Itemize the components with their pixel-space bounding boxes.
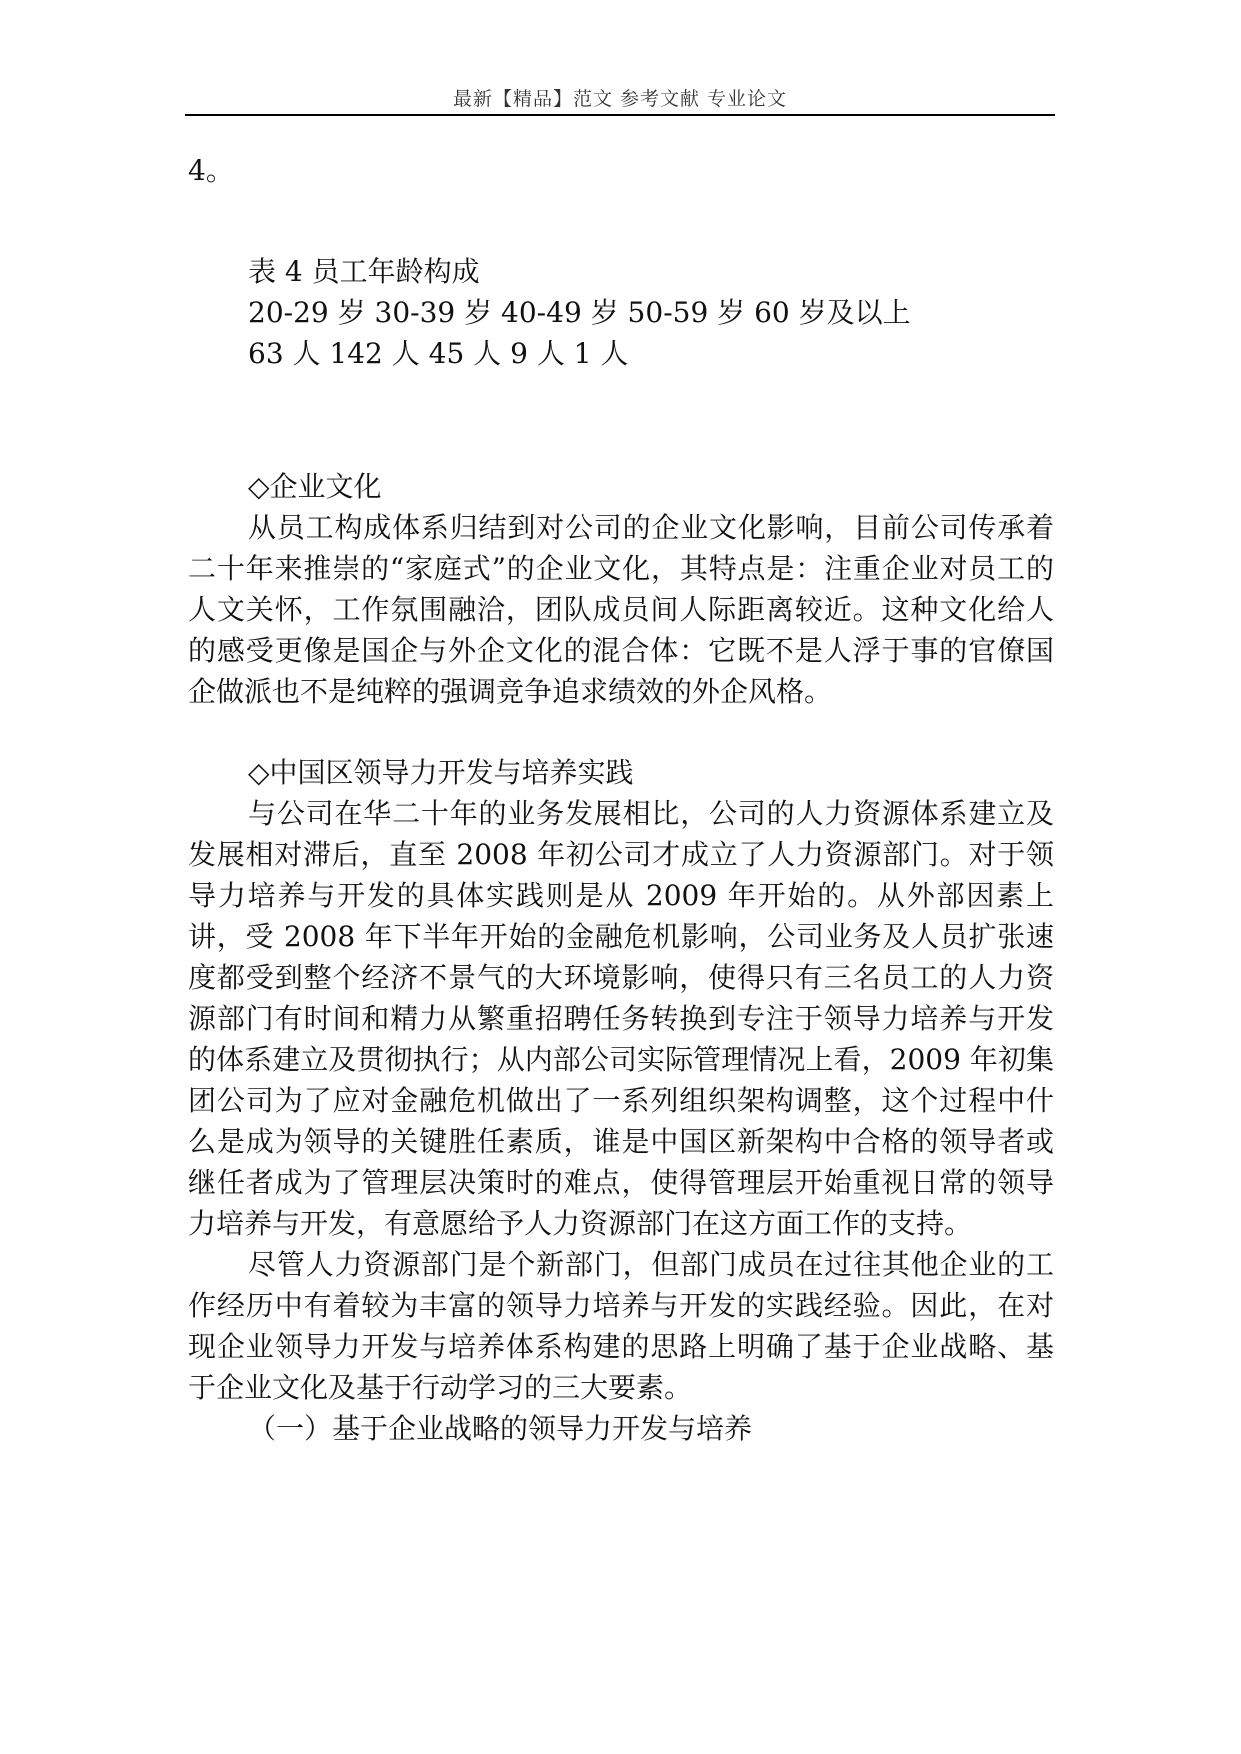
spacer [188,231,1054,251]
table-header-row: 20-29 岁 30-39 岁 40-49 岁 50-59 岁 60 岁及以上 [248,296,911,329]
paragraph: 从员工构成体系归结到对公司的企业文化影响，目前公司传承着二十年来推崇的“家庭式”的企业文化，其特点是：注重企业对员工的人文关怀，工作氛围融洽，团队成员间人际距离较近。这种文化给人的感受更像是国企与外企文化的混合体：它既不是人浮于事的官僚国企做派也不是纯粹的强调竞争追求绩效的外企风格。 [188,511,1054,708]
paragraph: 尽管人力资源部门是个新部门，但部门成员在过往其他企业的工作经历中有着较为丰富的领导力培养与开发的实践经验。因此，在对现企业领导力开发与培养体系构建的思路上明确了基于企业战略、基于企业文化及基于行动学习的三大要素。 [188,1248,1054,1404]
document-body [188,150,1054,1449]
table-value-row: 63 人 142 人 45 人 9 人 1 人 [248,337,629,370]
subsection-heading: （一）基于企业战略的领导力开发与培养 [248,1412,753,1445]
top-fragment: 4。 [188,154,234,187]
spacer [188,191,1054,231]
spacer [188,374,1054,466]
running-header: 最新【精品】范文 参考文献 专业论文 [452,88,788,110]
section-heading: ◇企业文化 [248,470,382,503]
paragraph: 与公司在华二十年的业务发展相比，公司的人力资源体系建立及发展相对滞后，直至 2008 年初公司才成立了人力资源部门。对于领导力培养与开发的具体实践则是从 2009 年开始的。从外部因素上讲，受 2008 年下半年开始的金融危机影响，公司业务及人员扩张速度都受到整个经济不景气的大环境影响，使得只有三名员工的人力资源部门有时间和精力从繁重招聘任务转换到专注于领导力培养与开发的体系建立及贯彻执行；从内部公司实际管理情况上看，2009 年初集团公司为了应对金融危机做出了一系列组织架构调整，这个过程中什么是成为领导的关键胜任素质，谁是中国区新架构中合格的领导者或继任者成为了管理层决策时的难点，使得管理层开始重视日常的领导力培养与开发，有意愿给予人力资源部门在这方面工作的支持。 [188,797,1054,1240]
spacer [188,712,1054,752]
section-heading: ◇中国区领导力开发与培养实践 [248,756,634,789]
header-rule [185,114,1055,116]
table-caption: 表 4 员工年龄构成 [248,255,480,288]
